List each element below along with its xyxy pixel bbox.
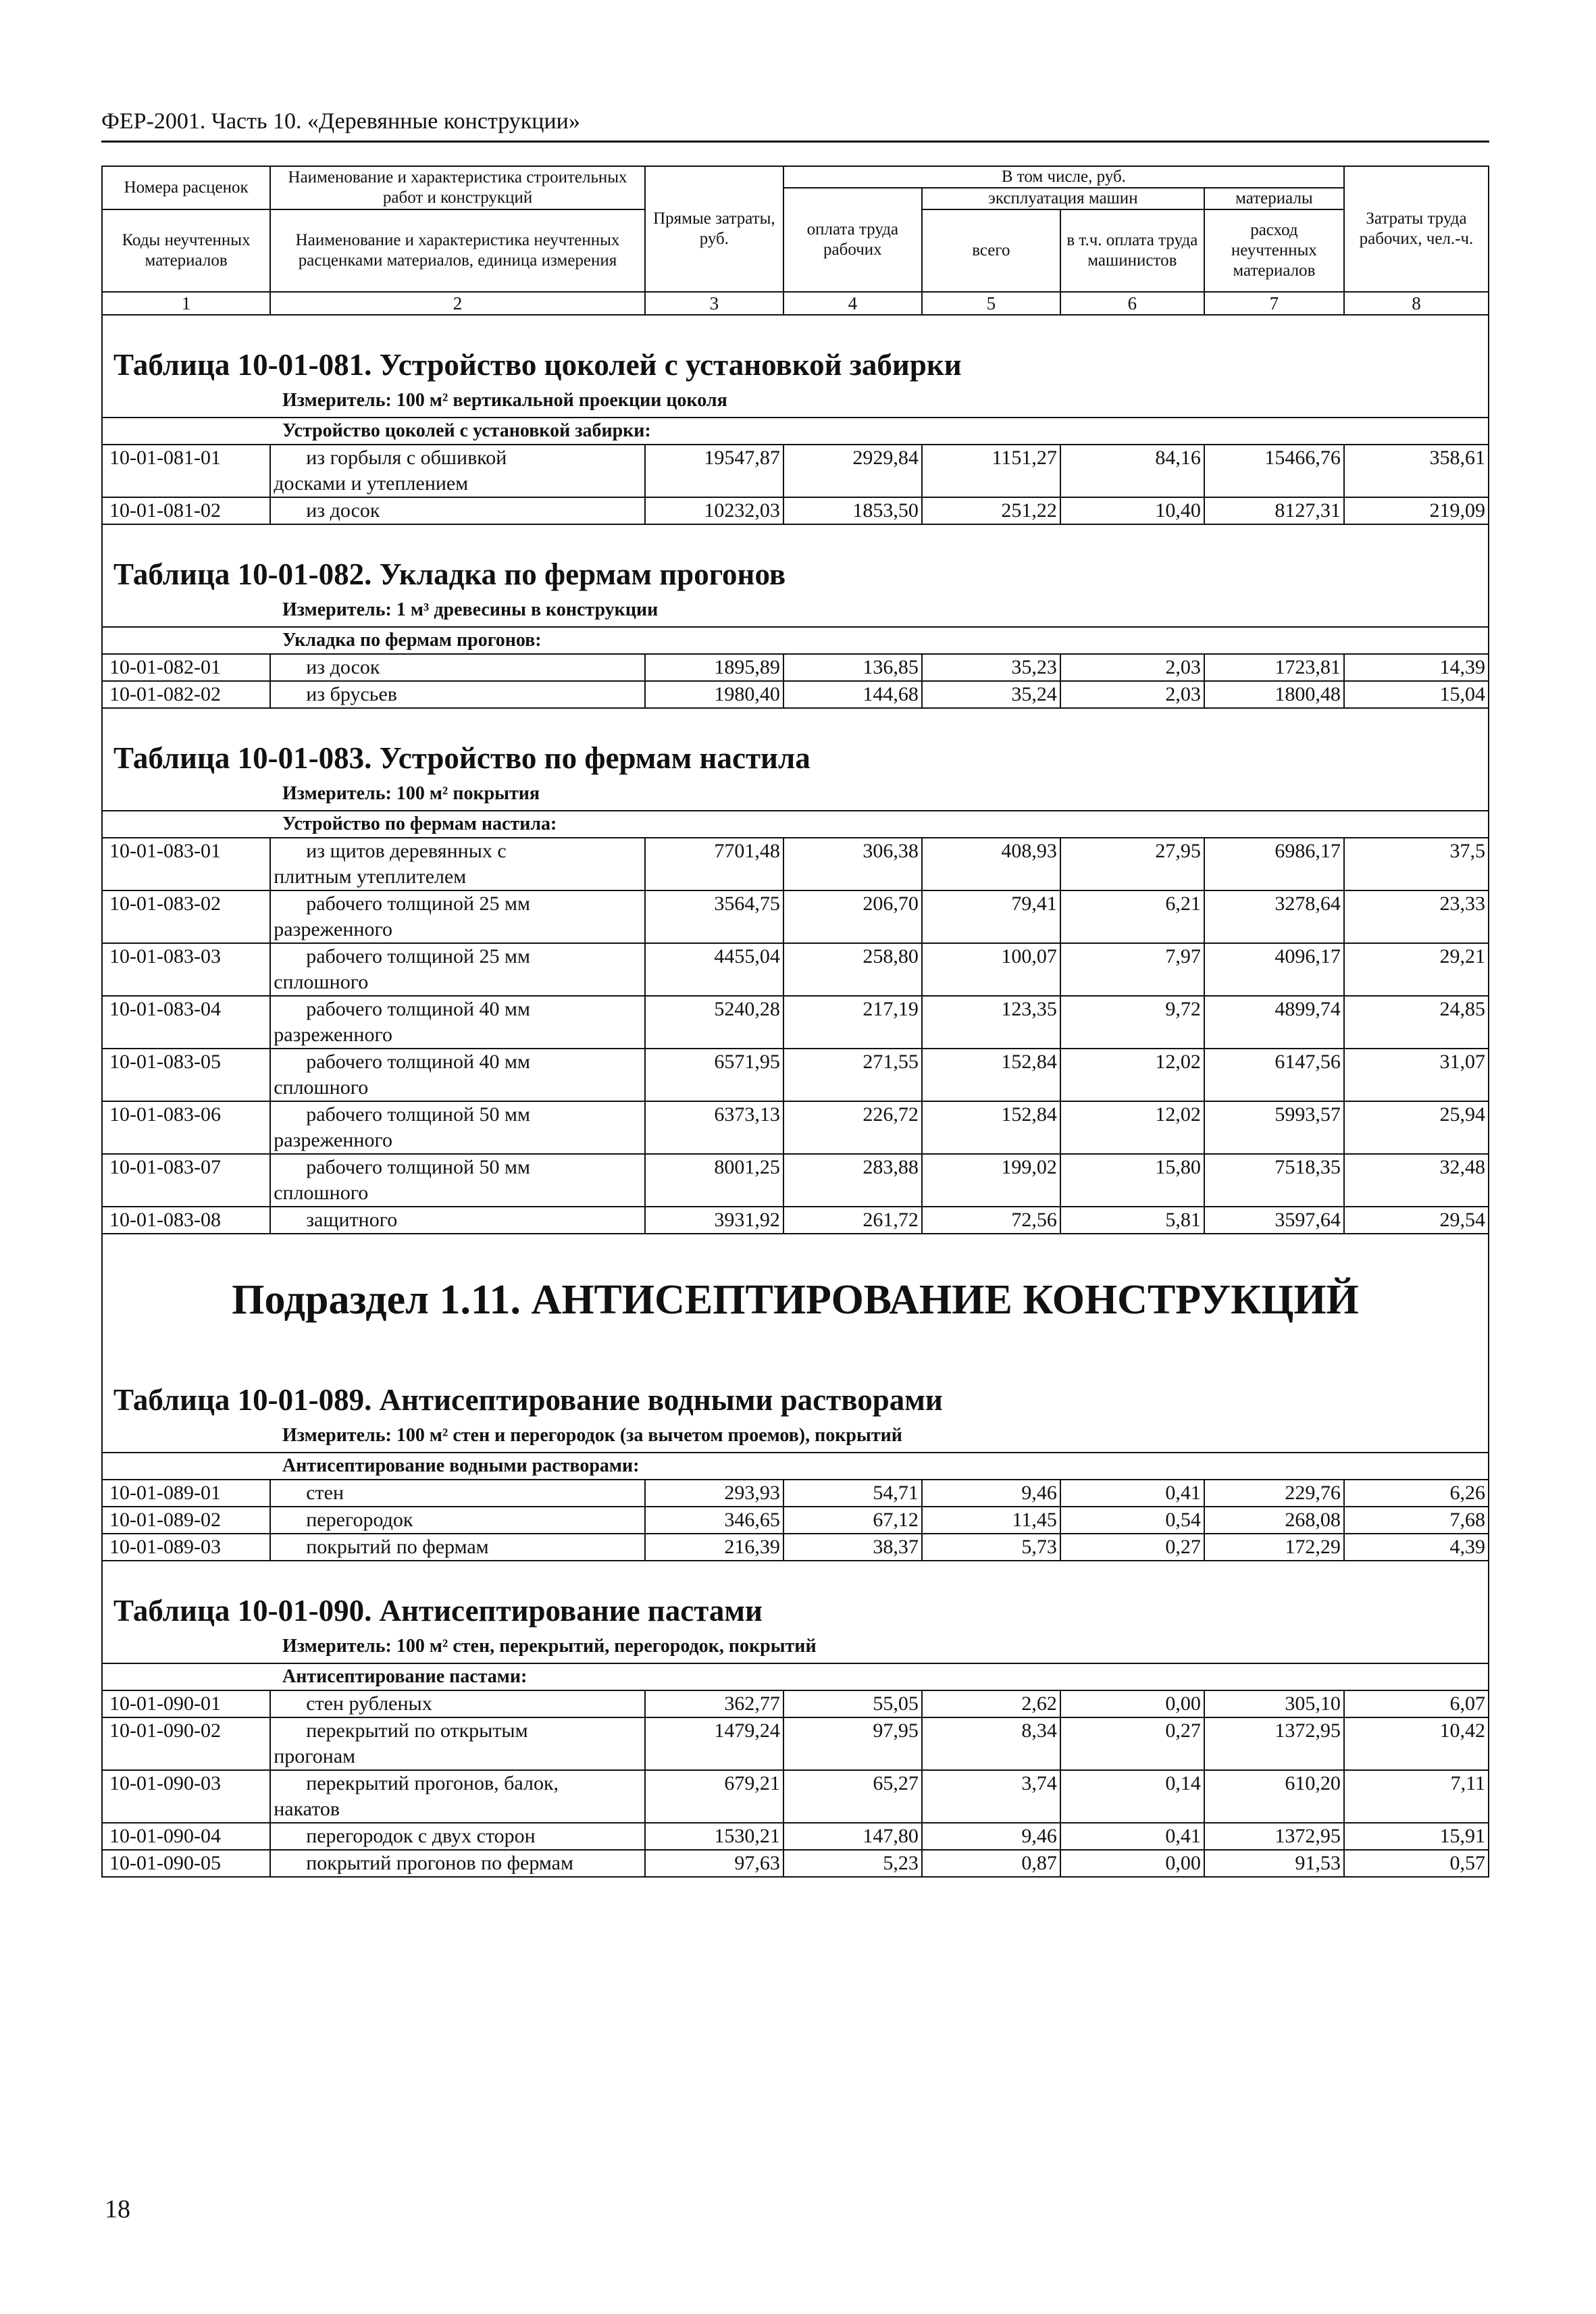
table-row: [102, 1101, 1489, 1154]
labor-pay: 136,85: [783, 654, 922, 681]
labor-pay: 2929,84: [783, 445, 922, 497]
work-description: [270, 1101, 645, 1154]
table-row: [102, 1507, 1489, 1534]
header-material-name: Наименование и характеристика неучтенных расценками материалов, единица измерения: [270, 209, 645, 292]
description-line: досками и утеплением: [274, 472, 469, 495]
table-row: [102, 1154, 1489, 1207]
machinist-pay: 0,41: [1060, 1480, 1204, 1507]
direct-costs: 293,93: [645, 1480, 783, 1507]
work-description: [270, 838, 645, 890]
labor-pay: 306,38: [783, 838, 922, 890]
direct-costs: 19547,87: [645, 445, 783, 497]
description-line: перекрытий по открытым: [306, 1719, 528, 1742]
rate-code: 10-01-083-08: [102, 1207, 270, 1234]
column-number: 1: [102, 292, 270, 315]
labor-pay: 261,72: [783, 1207, 922, 1234]
machine-total: 152,84: [922, 1101, 1060, 1154]
materials-cost: 4096,17: [1204, 943, 1344, 996]
labor-pay: 217,19: [783, 996, 922, 1049]
labor-pay: 5,23: [783, 1850, 922, 1877]
machinist-pay: 12,02: [1060, 1049, 1204, 1101]
header-work-name: Наименование и характеристика строительных работ и конструкций: [270, 166, 645, 209]
labor-pay: 226,72: [783, 1101, 922, 1154]
rate-table-section: [101, 316, 1489, 417]
header-direct-costs: Прямые затраты, руб.: [645, 166, 783, 292]
machine-total: 0,87: [922, 1850, 1060, 1877]
header-materials: материалы: [1204, 188, 1344, 209]
rate-code: 10-01-082-01: [102, 654, 270, 681]
table-row: [102, 1823, 1489, 1850]
work-description: [270, 890, 645, 943]
group-row: [102, 627, 1489, 654]
table-meter: Измеритель: 100 м² стен, перекрытий, перегородок, покрытий: [282, 1636, 817, 1657]
rate-code: 10-01-082-02: [102, 681, 270, 708]
header-machinist-pay: в т.ч. оплата труда машинистов: [1060, 209, 1204, 292]
table-title: Таблица 10-01-081. Устройство цоколей с установкой забирки: [113, 348, 962, 382]
header-labor-pay: оплата труда рабочих: [783, 188, 922, 292]
rate-code: 10-01-083-01: [102, 838, 270, 890]
machinist-pay: 9,72: [1060, 996, 1204, 1049]
description-line: из брусьев: [306, 683, 397, 705]
labor-pay: 65,27: [783, 1770, 922, 1823]
work-description: [270, 1534, 645, 1561]
machinist-pay: 12,02: [1060, 1101, 1204, 1154]
labor-hours: 32,48: [1344, 1154, 1489, 1207]
direct-costs: 97,63: [645, 1850, 783, 1877]
labor-hours: 7,68: [1344, 1507, 1489, 1534]
labor-pay: 271,55: [783, 1049, 922, 1101]
description-line: стен: [306, 1482, 344, 1504]
materials-cost: 5993,57: [1204, 1101, 1344, 1154]
direct-costs: 5240,28: [645, 996, 783, 1049]
column-header-table: [101, 166, 1489, 316]
table-meter: Измеритель: 100 м² вертикальной проекции цоколя: [282, 390, 727, 411]
labor-pay: 206,70: [783, 890, 922, 943]
work-description: [270, 445, 645, 497]
column-number: 2: [270, 292, 645, 315]
machine-total: 79,41: [922, 890, 1060, 943]
table-row: [102, 681, 1489, 708]
column-number: 4: [783, 292, 922, 315]
machine-total: 123,35: [922, 996, 1060, 1049]
machinist-pay: 6,21: [1060, 890, 1204, 943]
table-row: [102, 1690, 1489, 1717]
machinist-pay: 0,14: [1060, 1770, 1204, 1823]
description-line: плитным утеплителем: [274, 865, 467, 888]
rate-code: 10-01-090-05: [102, 1850, 270, 1877]
header-including: В том числе, руб.: [783, 166, 1344, 188]
table-row: [102, 497, 1489, 524]
description-line: рабочего толщиной 50 мм: [306, 1156, 530, 1178]
machine-total: 2,62: [922, 1690, 1060, 1717]
rate-code: 10-01-083-04: [102, 996, 270, 1049]
table-row: [102, 1534, 1489, 1561]
rate-code: 10-01-083-02: [102, 890, 270, 943]
group-row: [102, 1453, 1489, 1480]
materials-cost: 172,29: [1204, 1534, 1344, 1561]
work-description: [270, 681, 645, 708]
rate-code: 10-01-081-01: [102, 445, 270, 497]
work-description: [270, 1770, 645, 1823]
labor-hours: 25,94: [1344, 1101, 1489, 1154]
labor-pay: 144,68: [783, 681, 922, 708]
table-row: [102, 1480, 1489, 1507]
machine-total: 251,22: [922, 497, 1060, 524]
rate-code: 10-01-081-02: [102, 497, 270, 524]
table-row: [102, 1049, 1489, 1101]
rate-code: 10-01-089-03: [102, 1534, 270, 1561]
materials-cost: 8127,31: [1204, 497, 1344, 524]
machine-total: 5,73: [922, 1534, 1060, 1561]
table-meter: Измеритель: 1 м³ древесины в конструкции: [282, 599, 659, 620]
work-description: [270, 1507, 645, 1534]
table-title: Таблица 10-01-089. Антисептирование водными растворами: [113, 1383, 943, 1417]
rate-table: [101, 810, 1489, 1234]
table-row: [102, 445, 1489, 497]
rate-table-section: [101, 709, 1489, 810]
work-description: [270, 497, 645, 524]
description-line: рабочего толщиной 25 мм: [306, 892, 530, 915]
description-line: из досок: [306, 656, 380, 678]
rate-table-section: [101, 1351, 1489, 1452]
column-number: 3: [645, 292, 783, 315]
labor-hours: 10,42: [1344, 1717, 1489, 1770]
labor-hours: 37,5: [1344, 838, 1489, 890]
materials-cost: 1372,95: [1204, 1717, 1344, 1770]
labor-pay: 147,80: [783, 1823, 922, 1850]
description-line: покрытий прогонов по фермам: [306, 1852, 573, 1874]
table-meter: Измеритель: 100 м² покрытия: [282, 783, 540, 804]
description-line: разреженного: [274, 918, 392, 940]
labor-pay: 1853,50: [783, 497, 922, 524]
column-number: 7: [1204, 292, 1344, 315]
direct-costs: 8001,25: [645, 1154, 783, 1207]
direct-costs: 679,21: [645, 1770, 783, 1823]
description-line: стен рубленых: [306, 1692, 432, 1715]
column-number: 6: [1060, 292, 1204, 315]
table-row: [102, 996, 1489, 1049]
work-description: [270, 1850, 645, 1877]
machine-total: 35,24: [922, 681, 1060, 708]
table-row: [102, 654, 1489, 681]
machine-total: 199,02: [922, 1154, 1060, 1207]
machinist-pay: 5,81: [1060, 1207, 1204, 1234]
rate-table: [101, 626, 1489, 709]
rate-code: 10-01-089-02: [102, 1507, 270, 1534]
machine-total: 3,74: [922, 1770, 1060, 1823]
header-material-codes: Коды неучтенных материалов: [102, 209, 270, 292]
machine-total: 9,46: [922, 1480, 1060, 1507]
direct-costs: 6373,13: [645, 1101, 783, 1154]
subsection-title: Подраздел 1.11. АНТИСЕПТИРОВАНИЕ КОНСТРУКЦИЙ: [232, 1277, 1359, 1323]
machine-total: 35,23: [922, 654, 1060, 681]
table-row: [102, 1717, 1489, 1770]
machinist-pay: 0,00: [1060, 1850, 1204, 1877]
table-row: [102, 943, 1489, 996]
group-label: Устройство по фермам настила:: [102, 811, 1489, 838]
description-line: рабочего толщиной 40 мм: [306, 998, 530, 1020]
labor-pay: 54,71: [783, 1480, 922, 1507]
group-label: Антисептирование водными растворами:: [102, 1453, 1489, 1480]
machine-total: 8,34: [922, 1717, 1060, 1770]
machinist-pay: 0,27: [1060, 1534, 1204, 1561]
work-description: [270, 996, 645, 1049]
materials-cost: 1723,81: [1204, 654, 1344, 681]
machinist-pay: 2,03: [1060, 654, 1204, 681]
materials-cost: 6147,56: [1204, 1049, 1344, 1101]
labor-pay: 283,88: [783, 1154, 922, 1207]
labor-hours: 6,07: [1344, 1690, 1489, 1717]
labor-hours: 0,57: [1344, 1850, 1489, 1877]
machine-total: 9,46: [922, 1823, 1060, 1850]
table-row: [102, 890, 1489, 943]
direct-costs: 362,77: [645, 1690, 783, 1717]
labor-hours: 14,39: [1344, 654, 1489, 681]
description-line: перекрытий прогонов, балок,: [306, 1772, 559, 1794]
labor-hours: 29,21: [1344, 943, 1489, 996]
materials-cost: 1372,95: [1204, 1823, 1344, 1850]
description-line: прогонам: [274, 1745, 356, 1767]
labor-hours: 31,07: [1344, 1049, 1489, 1101]
work-description: [270, 1480, 645, 1507]
column-number: 5: [922, 292, 1060, 315]
labor-hours: 219,09: [1344, 497, 1489, 524]
rate-code: 10-01-090-03: [102, 1770, 270, 1823]
description-line: перегородок: [306, 1509, 413, 1531]
header-machine-operation: эксплуатация машин: [922, 188, 1204, 209]
machine-total: 408,93: [922, 838, 1060, 890]
rate-code: 10-01-090-02: [102, 1717, 270, 1770]
rate-code: 10-01-083-05: [102, 1049, 270, 1101]
direct-costs: 216,39: [645, 1534, 783, 1561]
labor-hours: 29,54: [1344, 1207, 1489, 1234]
machinist-pay: 27,95: [1060, 838, 1204, 890]
direct-costs: 1479,24: [645, 1717, 783, 1770]
labor-pay: 67,12: [783, 1507, 922, 1534]
labor-pay: 258,80: [783, 943, 922, 996]
description-line: рабочего толщиной 40 мм: [306, 1051, 530, 1073]
machine-total: 11,45: [922, 1507, 1060, 1534]
rate-table-section: [101, 525, 1489, 626]
materials-cost: 7518,35: [1204, 1154, 1344, 1207]
direct-costs: 10232,03: [645, 497, 783, 524]
table-title: Таблица 10-01-083. Устройство по фермам настила: [113, 741, 810, 775]
table-row: [102, 1850, 1489, 1877]
table-row: [102, 1207, 1489, 1234]
labor-pay: 97,95: [783, 1717, 922, 1770]
labor-pay: 38,37: [783, 1534, 922, 1561]
machine-total: 1151,27: [922, 445, 1060, 497]
work-description: [270, 1049, 645, 1101]
direct-costs: 346,65: [645, 1507, 783, 1534]
machinist-pay: 0,27: [1060, 1717, 1204, 1770]
direct-costs: 7701,48: [645, 838, 783, 890]
table-title: Таблица 10-01-082. Укладка по фермам прогонов: [113, 557, 786, 591]
machinist-pay: 2,03: [1060, 681, 1204, 708]
labor-hours: 24,85: [1344, 996, 1489, 1049]
group-row: [102, 1663, 1489, 1690]
description-line: сплошного: [274, 1076, 369, 1099]
rate-code: 10-01-090-04: [102, 1823, 270, 1850]
materials-cost: 4899,74: [1204, 996, 1344, 1049]
materials-cost: 305,10: [1204, 1690, 1344, 1717]
machinist-pay: 0,00: [1060, 1690, 1204, 1717]
page-number: 18: [105, 2195, 130, 2223]
labor-hours: 23,33: [1344, 890, 1489, 943]
table-title: Таблица 10-01-090. Антисептирование пастами: [113, 1594, 763, 1628]
machinist-pay: 15,80: [1060, 1154, 1204, 1207]
machine-total: 72,56: [922, 1207, 1060, 1234]
materials-cost: 3597,64: [1204, 1207, 1344, 1234]
materials-cost: 229,76: [1204, 1480, 1344, 1507]
machinist-pay: 7,97: [1060, 943, 1204, 996]
work-description: [270, 1823, 645, 1850]
group-label: Антисептирование пастами:: [102, 1663, 1489, 1690]
description-line: из горбыля с обшивкой: [306, 447, 507, 469]
direct-costs: 1980,40: [645, 681, 783, 708]
rate-code: 10-01-090-01: [102, 1690, 270, 1717]
work-description: [270, 1717, 645, 1770]
group-label: Устройство цоколей с установкой забирки:: [102, 418, 1489, 445]
tables-group-a: [101, 316, 1489, 1234]
machinist-pay: 10,40: [1060, 497, 1204, 524]
machinist-pay: 0,41: [1060, 1823, 1204, 1850]
header-rate-numbers: Номера расценок: [102, 166, 270, 209]
table-row: [102, 1770, 1489, 1823]
group-row: [102, 418, 1489, 445]
description-line: из щитов деревянных с: [306, 840, 507, 862]
materials-cost: 91,53: [1204, 1850, 1344, 1877]
machine-total: 100,07: [922, 943, 1060, 996]
materials-cost: 268,08: [1204, 1507, 1344, 1534]
table-row: [102, 838, 1489, 890]
labor-hours: 15,04: [1344, 681, 1489, 708]
description-line: сплошного: [274, 971, 369, 993]
document-page: [101, 108, 1489, 1878]
rate-table: [101, 1663, 1489, 1878]
work-description: [270, 654, 645, 681]
direct-costs: 1530,21: [645, 1823, 783, 1850]
direct-costs: 3931,92: [645, 1207, 783, 1234]
labor-hours: 358,61: [1344, 445, 1489, 497]
description-line: сплошного: [274, 1182, 369, 1204]
direct-costs: 1895,89: [645, 654, 783, 681]
column-number: 8: [1344, 292, 1489, 315]
rate-table-section: [101, 1561, 1489, 1663]
group-label: Укладка по фермам прогонов:: [102, 627, 1489, 654]
direct-costs: 3564,75: [645, 890, 783, 943]
running-header: ФЕР-2001. Часть 10. «Деревянные конструкции»: [101, 108, 1489, 143]
materials-cost: 6986,17: [1204, 838, 1344, 890]
rate-table: [101, 1452, 1489, 1561]
rate-table: [101, 417, 1489, 525]
header-labor-costs: Затраты труда рабочих, чел.-ч.: [1344, 166, 1489, 292]
description-line: разреженного: [274, 1129, 392, 1151]
labor-pay: 55,05: [783, 1690, 922, 1717]
description-line: защитного: [306, 1209, 398, 1231]
direct-costs: 4455,04: [645, 943, 783, 996]
description-line: перегородок с двух сторон: [306, 1825, 536, 1847]
tables-group-b: [101, 1351, 1489, 1878]
labor-hours: 4,39: [1344, 1534, 1489, 1561]
machinist-pay: 84,16: [1060, 445, 1204, 497]
direct-costs: 6571,95: [645, 1049, 783, 1101]
labor-hours: 7,11: [1344, 1770, 1489, 1823]
header-total: всего: [922, 209, 1060, 292]
group-row: [102, 811, 1489, 838]
description-line: разреженного: [274, 1024, 392, 1046]
work-description: [270, 943, 645, 996]
header-unaccounted-materials: расход неучтенных материалов: [1204, 209, 1344, 292]
labor-hours: 6,26: [1344, 1480, 1489, 1507]
materials-cost: 610,20: [1204, 1770, 1344, 1823]
labor-hours: 15,91: [1344, 1823, 1489, 1850]
rate-code: 10-01-083-07: [102, 1154, 270, 1207]
machinist-pay: 0,54: [1060, 1507, 1204, 1534]
description-line: рабочего толщиной 50 мм: [306, 1103, 530, 1126]
description-line: из досок: [306, 499, 380, 522]
rate-code: 10-01-083-06: [102, 1101, 270, 1154]
work-description: [270, 1690, 645, 1717]
materials-cost: 15466,76: [1204, 445, 1344, 497]
machine-total: 152,84: [922, 1049, 1060, 1101]
materials-cost: 3278,64: [1204, 890, 1344, 943]
description-line: покрытий по фермам: [306, 1536, 489, 1558]
rate-code: 10-01-089-01: [102, 1480, 270, 1507]
table-meter: Измеритель: 100 м² стен и перегородок (за вычетом проемов), покрытий: [282, 1425, 902, 1446]
description-line: рабочего толщиной 25 мм: [306, 945, 530, 967]
rate-code: 10-01-083-03: [102, 943, 270, 996]
work-description: [270, 1154, 645, 1207]
subsection: [101, 1234, 1489, 1351]
description-line: накатов: [274, 1798, 340, 1820]
materials-cost: 1800,48: [1204, 681, 1344, 708]
work-description: [270, 1207, 645, 1234]
